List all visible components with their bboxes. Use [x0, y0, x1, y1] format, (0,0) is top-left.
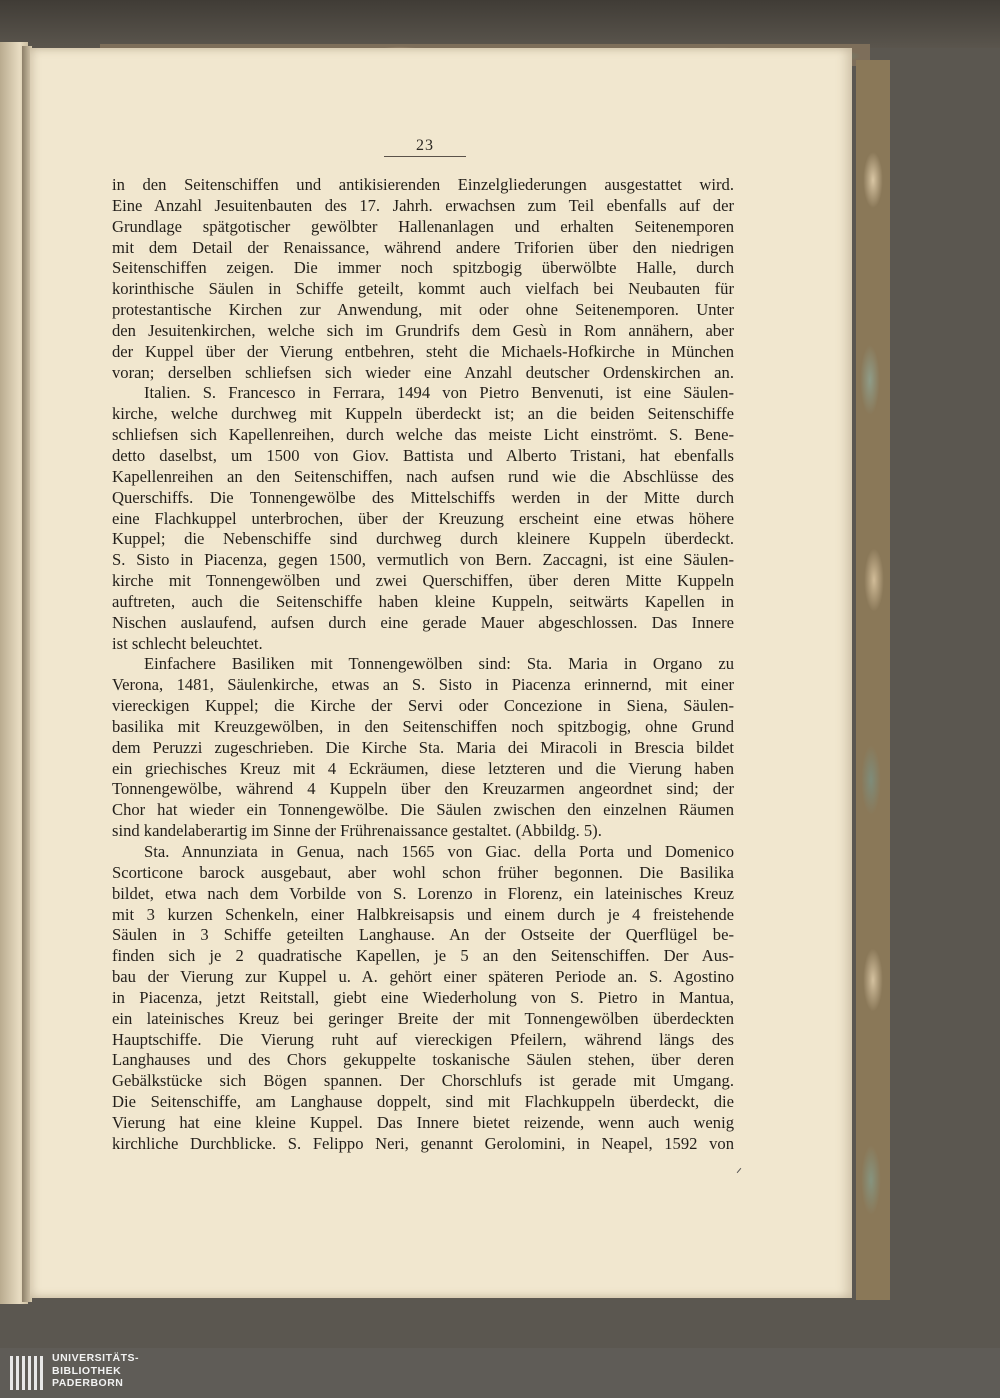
text-line: dem Peruzzi zugeschrieben. Die Kirche Sta. Maria dei Miracoli in Brescia bildet	[112, 737, 734, 757]
text-line: bildet, etwa nach dem Vorbilde von S. Lorenzo in Florenz, ein lateinisches Kreuz	[112, 883, 734, 903]
text-line: Langhauses und des Chors gekuppelte toskanische Säulen stehen, über deren	[112, 1050, 734, 1070]
text-line: viereckigen Kuppel; die Kirche der Servi oder Concezione in Siena, Säulen-	[112, 696, 734, 716]
text-line: ein griechisches Kreuz mit 4 Eckräumen, diese letzteren und die Vierung haben	[112, 758, 734, 778]
text-line: Die Seitenschiffe, am Langhause doppelt, sind mit Flachkuppeln überdeckt, die	[112, 1092, 734, 1112]
text-line: mit dem Detail der Renaissance, während andere Triforien über den niedrigen	[112, 237, 734, 257]
text-line: ist schlecht beleuchtet.	[112, 633, 263, 653]
text-line: Italien. S. Francesco in Ferrara, 1494 von Pietro Benvenuti, ist eine Säulen-	[144, 383, 734, 403]
text-line: kirche, welche durchweg mit Kuppeln überdeckt ist; an die beiden Seitenschiffe	[112, 404, 734, 424]
text-line: detto daselbst, um 1500 von Giov. Battista und Alberto Tristani, hat ebenfalls	[112, 445, 734, 465]
text-line: Sta. Annunziata in Genua, nach 1565 von Giac. della Porta und Domenico	[144, 842, 734, 861]
library-name-line-1: UNIVERSITÄTS-	[52, 1352, 140, 1364]
marbled-edge-right	[856, 60, 890, 1300]
text-line: finden sich je 2 quadratische Kapellen, je 5 an den Seitenschiffen. Der Aus-	[112, 946, 734, 966]
text-line: Hauptschiffe. Die Vierung ruht auf viereckigen Pfeilern, während längs des	[112, 1029, 734, 1049]
text-line: in den Seitenschiffen und antikisierenden Einzelgliederungen ausgestattet wird.	[112, 175, 734, 194]
text-line: ein lateinisches Kreuz bei geringer Breite der mit Tonnengewölben überdeckten	[112, 1008, 734, 1028]
text-line: auftreten, auch die Seitenschiffe haben kleine Kuppeln, seitwärts Kapellen in	[112, 591, 734, 611]
text-line: schliefsen sich Kapellenreihen, durch welche das meiste Licht einströmt. S. Bene-	[112, 425, 734, 445]
text-line: korinthische Säulen in Schiffe geteilt, kommt auch vielfach bei Neubauten für	[112, 279, 734, 299]
text-line: der Kuppel über der Vierung entbehren, steht die Michaels-Hofkirche in München	[112, 341, 734, 361]
text-line: Einfachere Basiliken mit Tonnengewölben sind: Sta. Maria in Organo zu	[144, 654, 734, 674]
text-line: Gebälkstücke sich Bögen spannen. Der Chorschlufs ist gerade mit Umgang.	[112, 1071, 734, 1091]
text-line: S. Sisto in Piacenza, gegen 1500, vermutlich von Bern. Zaccagni, ist eine Säulen-	[112, 550, 734, 570]
library-logo-icon	[8, 1352, 48, 1394]
text-line: in Piacenza, jetzt Reitstall, giebt eine Wiederholung von S. Pietro in Mantua,	[112, 987, 734, 1007]
page-number-rule	[384, 156, 466, 157]
page-number: 23	[416, 137, 434, 154]
text-line: protestantische Kirchen zur Anwendung, mit oder ohne Seitenemporen. Unter	[112, 300, 734, 320]
text-line: Kuppel; die Nebenschiffe sind durchweg durch kleinere Kuppeln überdeckt.	[112, 529, 734, 549]
text-line: Tonnengewölbe, während 4 Kuppeln über den Kreuzarmen angeordnet sind; der	[112, 779, 734, 799]
text-line: Scorticone barock ausgebaut, aber wohl schon früher begonnen. Die Basilika	[112, 862, 734, 882]
footer-bar	[0, 1348, 1000, 1398]
text-line: Chor hat wieder ein Tonnengewölbe. Die Säulen zwischen den einzelnen Räumen	[112, 800, 734, 820]
text-line: kirche mit Tonnengewölben und zwei Querschiffen, über deren Mitte Kuppeln	[112, 571, 734, 591]
body-text	[112, 175, 734, 1155]
text-line: Grundlage spätgotischer gewölbter Hallenanlagen und erhalten Seitenemporen	[112, 216, 734, 236]
background-top	[0, 0, 1000, 48]
library-name	[52, 1352, 139, 1390]
library-name-line-3: PADERBORN	[52, 1377, 124, 1389]
text-line: mit 3 kurzen Schenkeln, einer Halbkreisapsis und einem durch je 4 freistehende	[112, 904, 734, 924]
text-line: Vierung hat eine kleine Kuppel. Das Innere bietet reizende, wenn auch wenig	[112, 1112, 734, 1132]
library-name-line-2: BIBLIOTHEK	[52, 1364, 122, 1377]
text-line: Querschiffs. Die Tonnengewölbe des Mittelschiffs werden in der Mitte durch	[112, 487, 734, 507]
text-line: Verona, 1481, Säulenkirche, etwas an S. Sisto in Piacenza erinnernd, mit einer	[112, 675, 734, 695]
text-line: Kapellenreihen an den Seitenschiffen, nach aufsen rund wie die Abschlüsse des	[112, 466, 734, 486]
text-line: den Jesuitenkirchen, welche sich im Grundrifs dem Gesù in Rom annähern, aber	[112, 320, 734, 340]
text-line: Nischen auslaufend, aufsen durch eine gerade Mauer abgeschlossen. Das Innere	[112, 612, 734, 632]
text-line: kirchliche Durchblicke. S. Felippo Neri, genannt Gerolomini, in Neapel, 1592 von	[112, 1133, 734, 1153]
text-line: voran; derselben schliefsen sich wieder eine Anzahl deutscher Ordenskirchen an.	[112, 362, 734, 382]
text-line: bau der Vierung zur Kuppel u. A. gehört einer späteren Periode an. S. Agostino	[112, 967, 734, 987]
text-line: eine Flachkuppel unterbrochen, über der Kreuzung erscheint eine etwas höhere	[112, 508, 734, 528]
text-line: Seitenschiffen zeigen. Die immer noch spitzbogig überwölbte Halle, durch	[112, 258, 734, 278]
text-line: basilika mit Kreuzgewölben, in den Seitenschiffen noch spitzbogig, ohne Grund	[112, 716, 734, 736]
text-line: sind kandelaberartig im Sinne der Frührenaissance gestaltet. (Abbildg. 5).	[112, 821, 602, 841]
text-line: Säulen in 3 Schiffe geteilten Langhause. An der Ostseite der Querflügel be-	[112, 925, 734, 945]
text-line: Eine Anzahl Jesuitenbauten des 17. Jahrh. erwachsen zum Teil ebenfalls auf der	[112, 195, 734, 215]
